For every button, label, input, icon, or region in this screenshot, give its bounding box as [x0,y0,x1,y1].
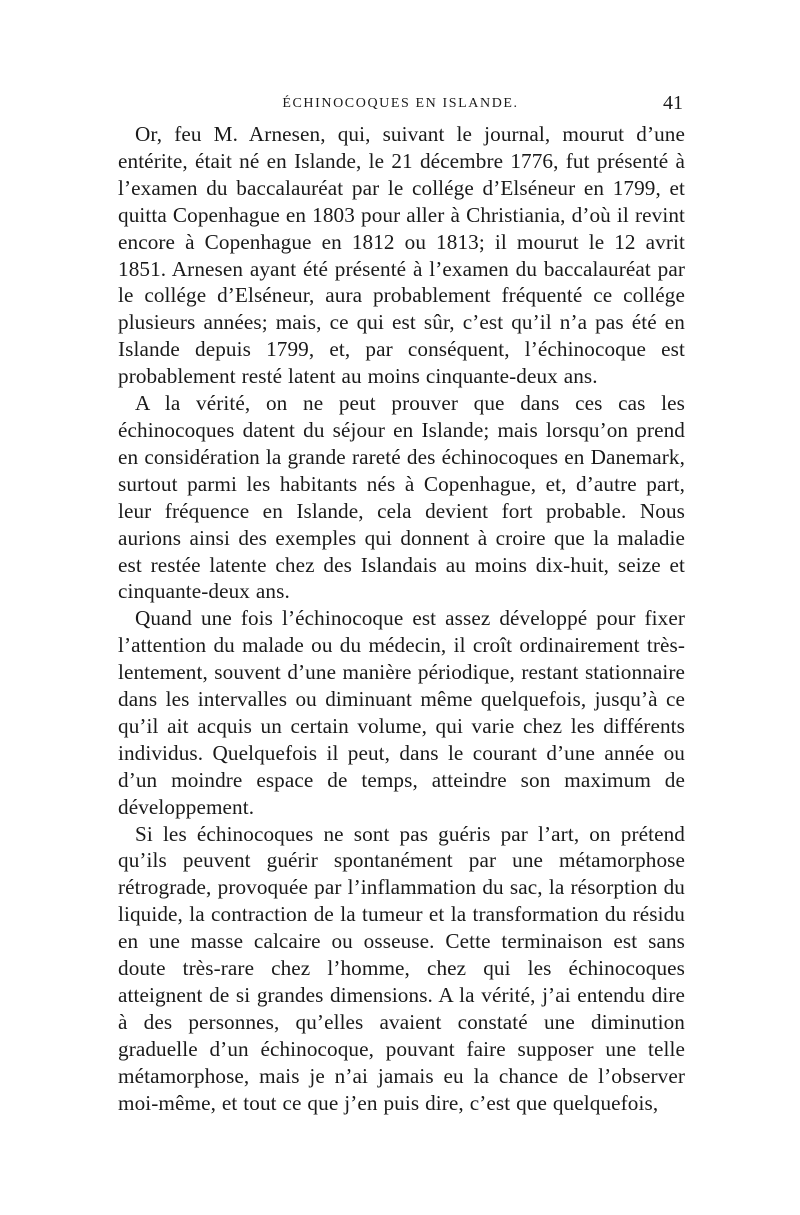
paragraph-2: A la vérité, on ne peut prouver que dans ces cas les échinocoques datent du séjour en Islande; mais lorsqu’on prend en considération la grande rareté des échinocoques en Danemark, surtout parmi les habitants nés à Copenhague, et, d’autre part, leur fréquence en Islande, cela devient fort probable. Nous aurions ainsi des exemples qui donnent à croire que la maladie est restée latente chez des Islandais au moins dix-huit, seize et cinquante-deux ans. [118,391,685,604]
paragraph-4: Si les échinocoques ne sont pas guéris par l’art, on prétend qu’ils peuvent guérir spontanément par une métamorphose rétrograde, provoquée par l’inflammation du sac, la résorption du liquide, la contraction de la tumeur et la transformation du résidu en une masse calcaire ou osseuse. Cette terminaison est sans doute très-rare chez l’homme, chez qui les échinocoques atteignent de si grandes dimensions. A la vérité, j’ai entendu dire à des personnes, qu’elles avaient constaté une diminution graduelle d’un échinocoque, pouvant faire supposer une telle métamorphose, mais je n’ai jamais eu la chance de l’observer moi-même, et tout ce que j’en puis dire, c’est que quelquefois, [118,821,685,1115]
paragraph-3: Quand une fois l’échinocoque est assez développé pour fixer l’attention du malade ou du médecin, il croît ordinairement très-lentement, souvent d’une manière périodique, restant stationnaire dans les intervalles ou diminuant même quelquefois, jusqu’à ce qu’il ait acquis un certain volume, qui varie chez les différents individus. Quelquefois il peut, dans le courant d’une année ou d’un moindre espace de temps, atteindre son maximum de développement. [118,606,685,819]
body-text [118,121,685,1117]
running-title: ÉCHINOCOQUES EN ISLANDE. [282,96,519,111]
paragraph-1: Or, feu M. Arnesen, qui, suivant le journal, mourut d’une entérite, était né en Islande, le 21 décembre 1776, fut présenté à l’examen du baccalauréat par le collége d’Elséneur en 1799, et quitta Copenhague en 1803 pour aller à Christiania, d’où il revint encore à Copenhague en 1812 ou 1813; il mourut le 12 avrit 1851. Arnesen ayant été présenté à l’examen du baccalauréat par le collége d’Elséneur, aura probablement fréquenté ce collége plusieurs années; mais, ce qui est sûr, c’est qu’il n’a pas été en Islande depuis 1799, et, par conséquent, l’échinocoque est probablement resté latent au moins cinquante-deux ans. [118,122,685,389]
page-header [118,92,683,122]
page-number: 41 [663,92,683,114]
